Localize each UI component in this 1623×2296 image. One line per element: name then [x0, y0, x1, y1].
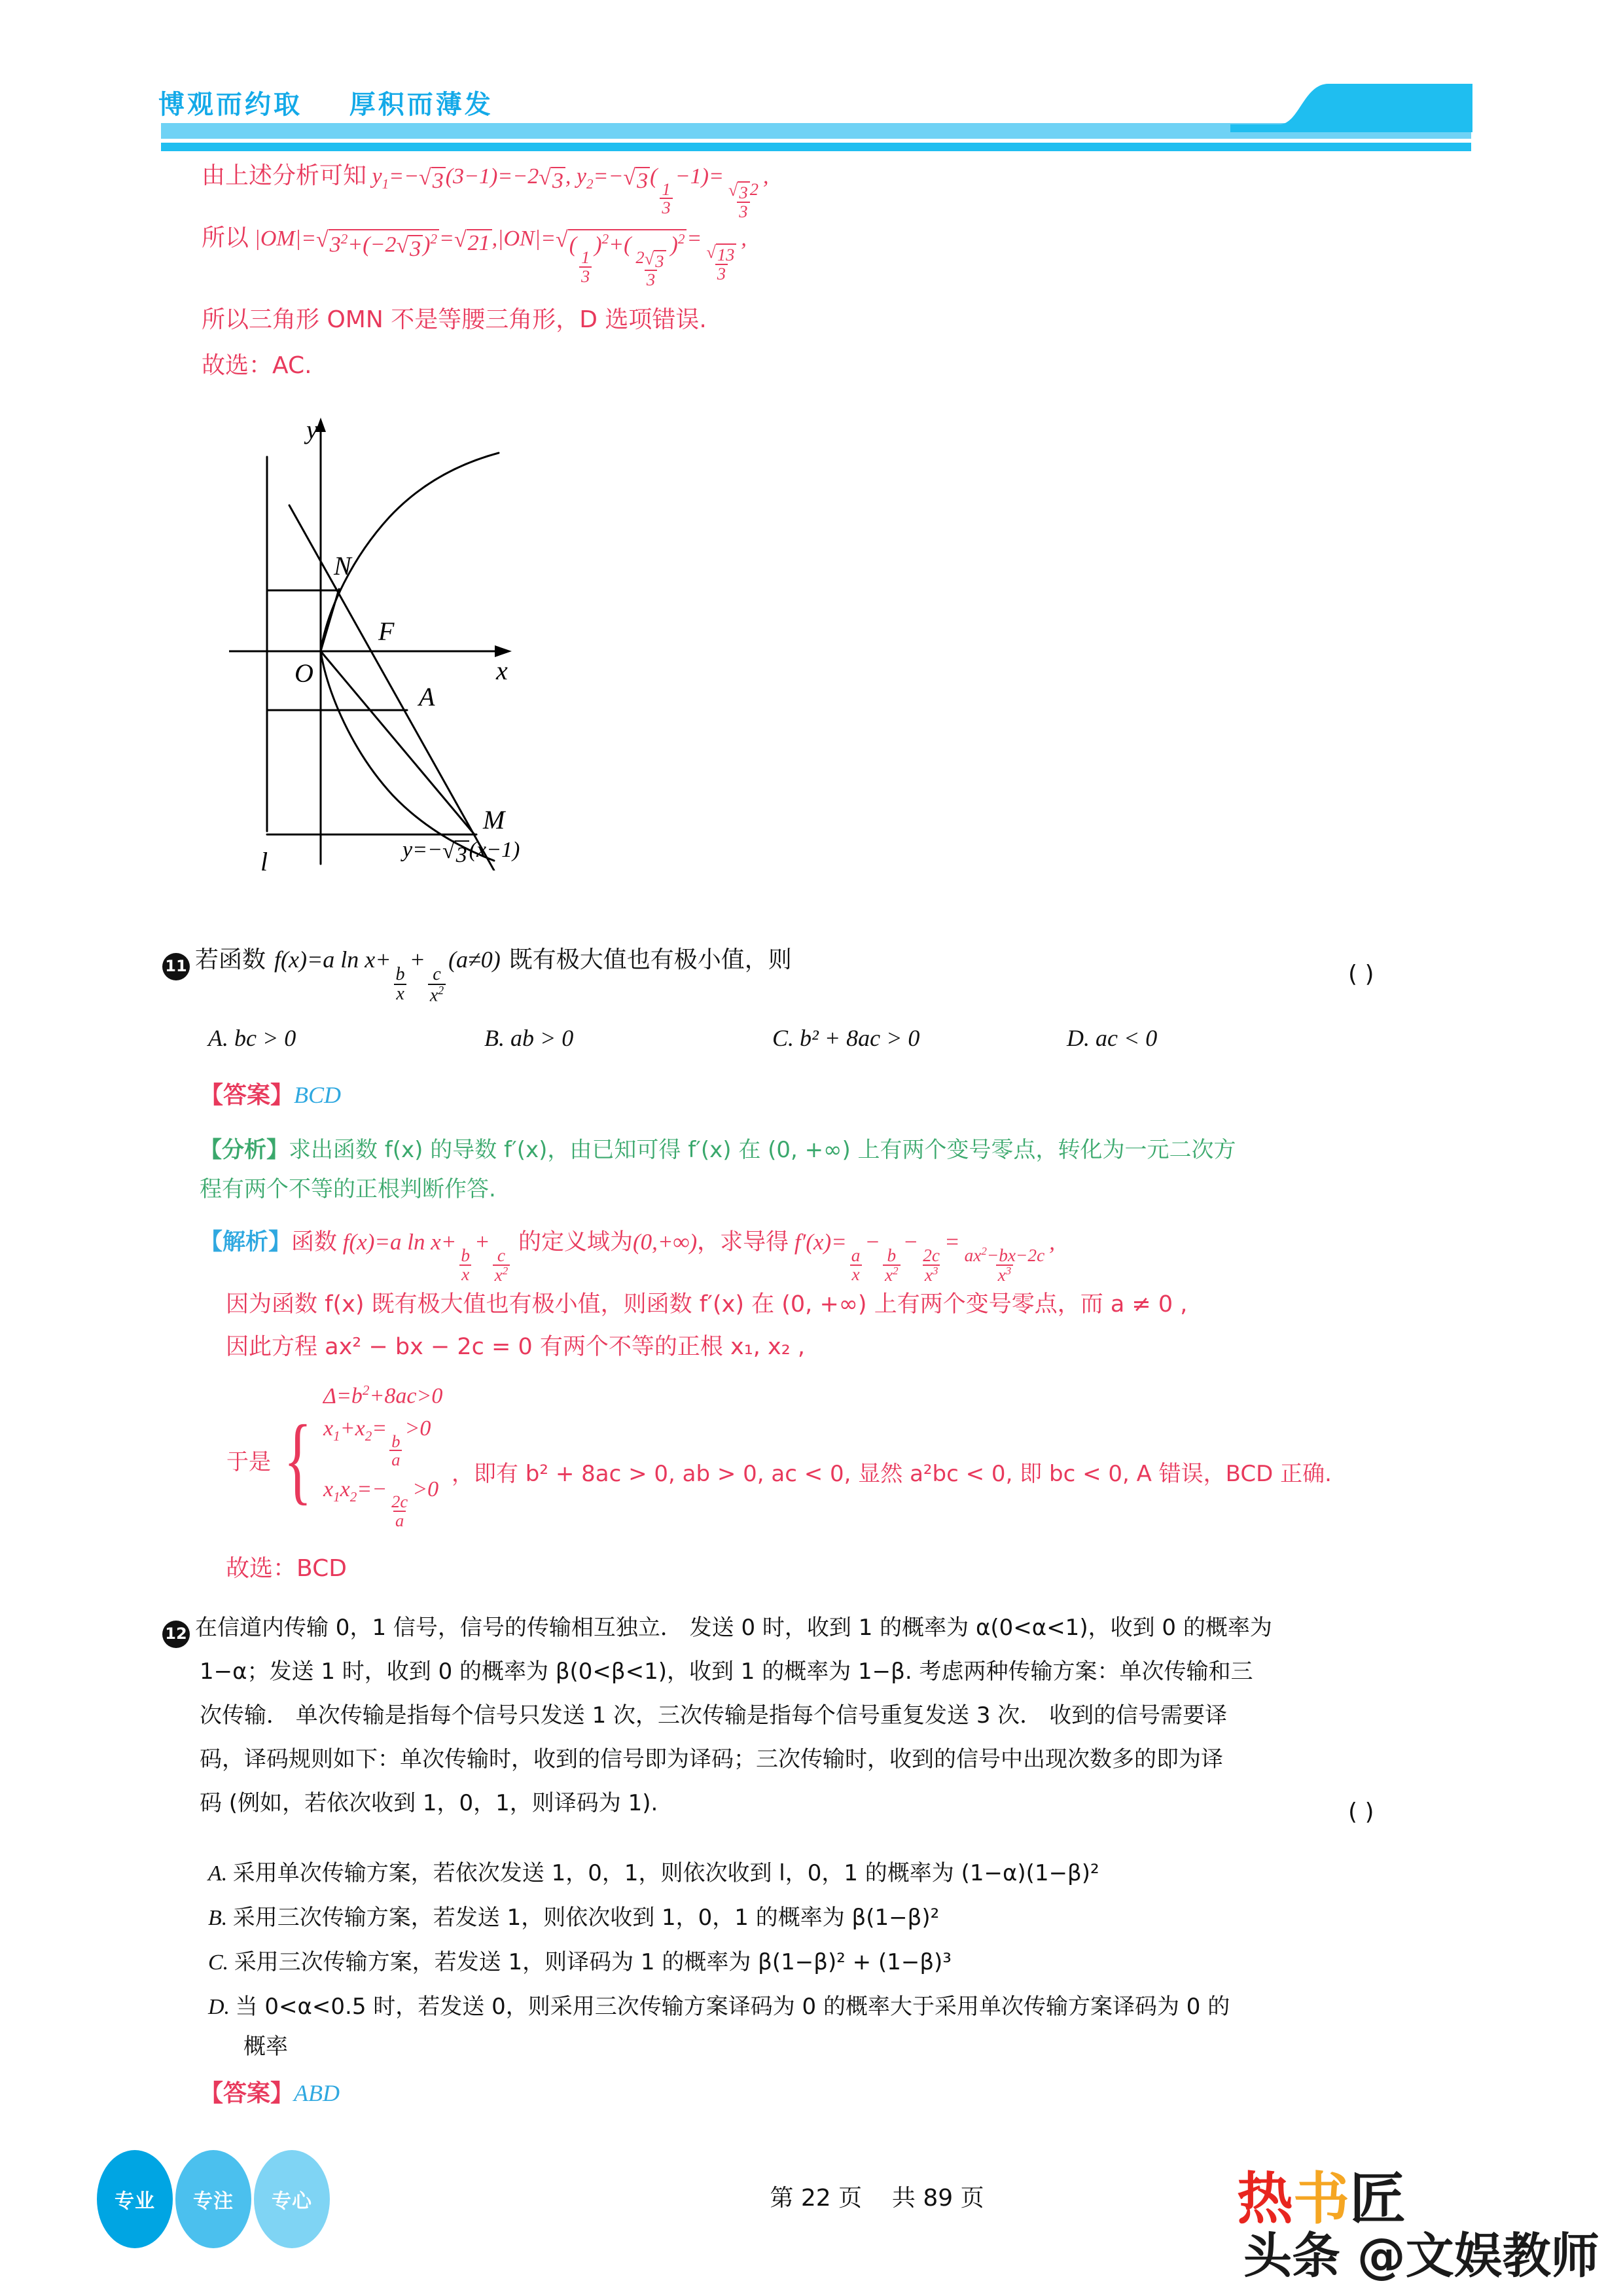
q11-explain-line-2: 因为函数 f(x) 既有极大值也有极小值，则函数 f′(x) 在 (0, +∞) 上有两个变号零点，而 a ≠ 0 ,	[226, 1291, 1188, 1318]
q11-option-c	[772, 1026, 919, 1051]
q12-option-a-text: 采用单次传输方案，若依次发送 1，0，1，则依次收到 l，0，1 的概率为 (1−α)(1−β)²	[232, 1860, 1099, 1886]
q12-option-c-text: 采用三次传输方案，若发送 1，则译码为 1 的概率为 β(1−β)² + (1−β)³	[234, 1949, 952, 1975]
q11-final-text: 故选：BCD	[226, 1555, 347, 1582]
footer-badge-1-label: 专业	[115, 2190, 155, 2213]
q11-system-prefix: 于是	[226, 1449, 271, 1476]
q12-option-d-key: D.	[208, 1995, 230, 2019]
solution-line-1-prefix: 由上述分析可知	[202, 162, 367, 189]
q12-answer-value: ABD	[294, 2080, 340, 2106]
label-x: x	[496, 656, 508, 685]
q11-system-suffix: ，即有 b² + 8ac > 0, ab > 0, ac < 0, 显然 a²bc < 0, 即 bc < 0, A 错误，BCD 正确.	[452, 1461, 1332, 1487]
question-12-answer-paren: ( )	[1348, 1799, 1374, 1825]
q12-option-a-key: A.	[208, 1861, 228, 1886]
footer-badge-1	[97, 2150, 173, 2248]
q11-option-a	[208, 1026, 296, 1051]
label-y: y	[306, 415, 318, 444]
solution-line-4: 故选：AC.	[202, 352, 312, 379]
figure-caption: y=− √ 3 (x−1)	[402, 838, 520, 868]
solution-line-1: 由上述分析可知 $y_1=-$ √ 3 (3−1)=−2 √ 3 , $y_2=-$ √ 3 ( $\frac{1}{3}$ −1)= √ 3 2 3 ,	[202, 162, 769, 221]
q12-option-d-wrap: 概率	[243, 2034, 288, 2060]
q11-analysis-line-2: 程有两个不等的正根判断作答.	[200, 1176, 496, 1202]
header-swoosh-decoration	[1230, 84, 1472, 139]
segment-OM	[321, 651, 474, 834]
label-directrix: l	[260, 847, 268, 870]
page-header	[0, 0, 1623, 151]
q12-option-c-key: C.	[208, 1950, 229, 1975]
watermark	[1237, 2153, 1623, 2294]
q12-option-d	[208, 1996, 1230, 2019]
q11-system-row-2: $x_1+x_2=$ $\frac{b}{a}$ >0	[323, 1416, 431, 1470]
solution-line-3: 所以三角形 OMN 不是等腰三角形，D 选项错误.	[202, 306, 707, 333]
header-motto: 博观而约取 厚积而薄发	[158, 90, 493, 120]
q11-option-d	[1067, 1026, 1157, 1051]
question-11-number: 11	[162, 953, 190, 980]
q11-explain-line-1: 【解析】函数 f(x)=a ln x+ $\frac{b}{x}$ + $\frac{c}{x^2}$ 的定义域为(0,+∞)，求导得 f′(x)= $\frac{a}{x}$ − $\frac{b}{x^2}$ − $\frac{2c}{x^3}$ = $\frac{ax^2-bx-2c}{x^3}$ ,	[200, 1229, 1055, 1285]
q11-answer-value: BCD	[294, 1082, 342, 1108]
q11-system-row-1: $\Delta=b^2+8ac>0$	[323, 1382, 443, 1408]
label-N: N	[334, 551, 351, 581]
label-M: M	[483, 805, 505, 834]
q11-option-a-key: A.	[208, 1025, 228, 1051]
parabola-figure	[229, 412, 700, 870]
q12-answer-tag: 【答案】	[200, 2080, 294, 2107]
solution-line-2: 所以 |OM|= √ $3^2+(-2$ √ 3 )$^2$ = √ 21 ,|ON|= √ ( $\frac{1}{3}$ )$^2$+( 2 √ 3 3 )$^2$ = √ 13 3 ,	[202, 224, 747, 290]
q12-option-b	[208, 1907, 939, 1930]
q11-option-d-key: D.	[1067, 1025, 1090, 1051]
footer-badge-3-label: 专心	[272, 2190, 312, 2213]
q11-explain-line-3: 因此方程 ax² − bx − 2c = 0 有两个不等的正根 x₁, x₂ ,	[226, 1334, 805, 1360]
q12-body-5: 码 (例如，若依次收到 1，0，1，则译码为 1).	[200, 1790, 658, 1816]
watermark-bottom: 头条 @文娱教师	[1243, 2228, 1599, 2284]
q12-option-a	[208, 1862, 1099, 1886]
watermark-top: 热书匠	[1237, 2166, 1406, 2232]
q11-analysis-tag: 【分析】	[200, 1137, 289, 1163]
q11-option-c-text: b² + 8ac > 0	[800, 1025, 920, 1051]
q12-body-4: 码，译码规则如下：单次传输时，收到的信号即为译码；三次传输时，收到的信号中出现次数多的即为译	[200, 1746, 1223, 1772]
q11-answer-tag: 【答案】	[200, 1082, 294, 1109]
question-11-stem-prefix: 若函数	[195, 946, 266, 973]
q11-explain-tag: 【解析】	[200, 1229, 292, 1255]
q11-option-c-key: C.	[772, 1025, 794, 1051]
q12-body-2: 1−α；发送 1 时，收到 0 的概率为 β(0<β<1)，收到 1 的概率为 1−β. 考虑两种传输方案：单次传输和三	[200, 1659, 1253, 1685]
q11-answer-row	[200, 1083, 341, 1108]
q12-option-d-text: 当 0<α<0.5 时，若发送 0，则采用三次传输方案译码为 0 的概率大于采用单次传输方案译码为 0 的	[235, 1994, 1230, 2020]
page-number-indicator: 第 22 页 共 89 页	[770, 2185, 984, 2212]
q11-system-block	[226, 1381, 443, 1539]
q12-option-c	[208, 1951, 952, 1975]
label-O: O	[294, 658, 313, 688]
q11-analysis-line-1	[200, 1139, 1236, 1162]
footer-badge-2-label: 专注	[193, 2190, 234, 2213]
q12-option-b-text: 采用三次传输方案，若发送 1，则依次收到 1，0，1 的概率为 β(1−β)²	[232, 1905, 940, 1931]
solution-line-2-prefix: 所以	[202, 224, 249, 251]
q11-system-row-3: $x_1x_2=-$ $\frac{2c}{a}$ >0	[323, 1477, 439, 1530]
label-A: A	[419, 682, 435, 711]
question-12-number: 12	[162, 1621, 190, 1648]
q11-option-b-key: B.	[484, 1025, 505, 1051]
q12-body-3: 次传输． 单次传输是指每个信号只发送 1 次，三次传输是指每个信号重复发送 3 次． 收到的信号需要译	[200, 1702, 1228, 1729]
header-bar-thin	[161, 143, 1471, 151]
q11-option-b	[484, 1026, 573, 1051]
q11-final-answer	[226, 1556, 347, 1581]
q11-analysis-text-1: 求出函数 f(x) 的导数 f′(x)，由已知可得 f′(x) 在 (0, +∞) 上有两个变号零点，转化为一元二次方	[289, 1137, 1236, 1163]
footer-badge-3	[254, 2150, 330, 2248]
system-brace: {	[283, 1405, 312, 1515]
segment-ON	[321, 589, 339, 651]
question-11-stem-suffix: 既有极大值也有极小值，则	[508, 946, 792, 973]
question-11-answer-paren: ( )	[1348, 961, 1374, 988]
footer-badge-2	[175, 2150, 251, 2248]
parabola-svg	[229, 412, 700, 870]
label-F: F	[378, 617, 395, 646]
q12-answer-row	[200, 2081, 340, 2106]
q11-option-d-text: ac < 0	[1096, 1025, 1158, 1051]
question-11-stem: 11 若函数 f(x)=a ln x+ $\frac{b}{x}$ + $\frac{c}{x^2}$ (a≠0) 既有极大值也有极小值，则	[162, 948, 792, 1005]
question-12-stem-line-1	[162, 1617, 1272, 1648]
q12-body-1: 在信道内传输 0，1 信号，信号的传输相互独立． 发送 0 时，收到 1 的概率为 α(0<α<1)，收到 0 的概率为	[195, 1615, 1272, 1641]
q11-option-a-text: bc > 0	[234, 1025, 296, 1051]
q11-option-b-text: ab > 0	[510, 1025, 574, 1051]
q12-option-b-key: B.	[208, 1906, 228, 1930]
